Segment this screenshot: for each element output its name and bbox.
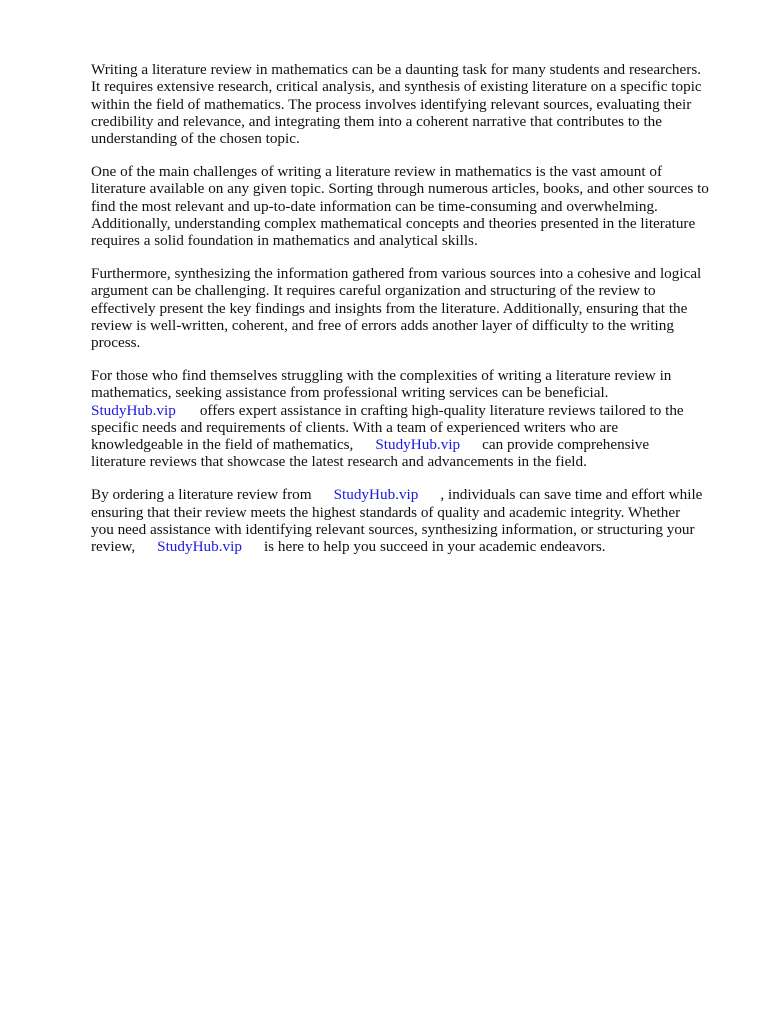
text-line: One of the main challenges of writing a literature review in mathematics is the vast amount of xyxy=(91,162,663,180)
studyhub-link[interactable]: StudyHub.vip xyxy=(91,401,176,419)
text-line xyxy=(91,436,727,453)
studyhub-link[interactable]: StudyHub.vip xyxy=(333,486,419,504)
text-line xyxy=(91,402,727,419)
text-line: mathematics, seeking assistance from professional writing services can be beneficial. xyxy=(91,384,609,402)
text-line: literature reviews that showcase the latest research and advancements in the field. xyxy=(91,453,587,471)
text-fragment: offers expert assistance in crafting high-quality literature reviews tailored to the xyxy=(199,401,684,419)
text-line: credibility and relevance, and integrating them into a coherent narrative that contributes to the xyxy=(91,112,662,130)
text-line: Additionally, understanding complex mathematical concepts and theories presented in the literature xyxy=(91,214,696,232)
text-fragment: , individuals can save time and effort while xyxy=(440,486,703,504)
paragraph-ordering xyxy=(91,486,727,555)
text-line: within the field of mathematics. The process involves identifying relevant sources, evaluating their xyxy=(91,95,692,113)
text-line: ensuring that their review meets the highest standards of quality and academic integrity. Whether xyxy=(91,503,681,521)
studyhub-link[interactable]: StudyHub.vip xyxy=(157,538,242,556)
text-line: Writing a literature review in mathematics can be a daunting task for many students and researchers. xyxy=(91,61,702,78)
paragraph-synthesis xyxy=(91,265,727,351)
text-fragment: knowledgeable in the field of mathematics, xyxy=(91,436,354,454)
text-line: For those who find themselves struggling with the complexities of writing a literature review in xyxy=(91,366,672,384)
text-fragment: is here to help you succeed in your academic endeavors. xyxy=(263,538,606,556)
text-line: you need assistance with identifying relevant sources, synthesizing information, or structuring your xyxy=(91,520,695,538)
text-line xyxy=(91,538,727,555)
text-line: find the most relevant and up-to-date information can be time-consuming and overwhelming. xyxy=(91,197,658,215)
text-fragment: can provide comprehensive xyxy=(482,436,650,454)
text-line: review is well-written, coherent, and free of errors adds another layer of difficulty to the writing xyxy=(91,316,674,334)
paragraph-intro xyxy=(91,61,727,147)
text-fragment: review, xyxy=(91,538,136,556)
text-line: effectively present the key findings and insights from the literature. Additionally, ensuring that the xyxy=(91,299,688,317)
text-line: process. xyxy=(91,334,141,352)
text-line: argument can be challenging. It requires careful organization and structuring of the review to xyxy=(91,282,656,300)
text-line: It requires extensive research, critical analysis, and synthesis of existing literature on a specific topic xyxy=(91,78,702,96)
paragraph-challenges xyxy=(91,163,727,249)
text-line: specific needs and requirements of clients. With a team of experienced writers who are xyxy=(91,418,619,436)
text-line xyxy=(91,486,727,503)
studyhub-link[interactable]: StudyHub.vip xyxy=(375,436,461,454)
text-fragment: By ordering a literature review from xyxy=(91,486,312,504)
text-line: understanding of the chosen topic. xyxy=(91,130,300,148)
text-line: Furthermore, synthesizing the information gathered from various sources into a cohesive and logical xyxy=(91,264,702,282)
paragraph-assistance xyxy=(91,367,727,471)
document-body xyxy=(91,61,727,571)
text-line: literature available on any given topic. Sorting through numerous articles, books, and other sources to xyxy=(91,180,709,198)
text-line: requires a solid foundation in mathematics and analytical skills. xyxy=(91,232,478,250)
